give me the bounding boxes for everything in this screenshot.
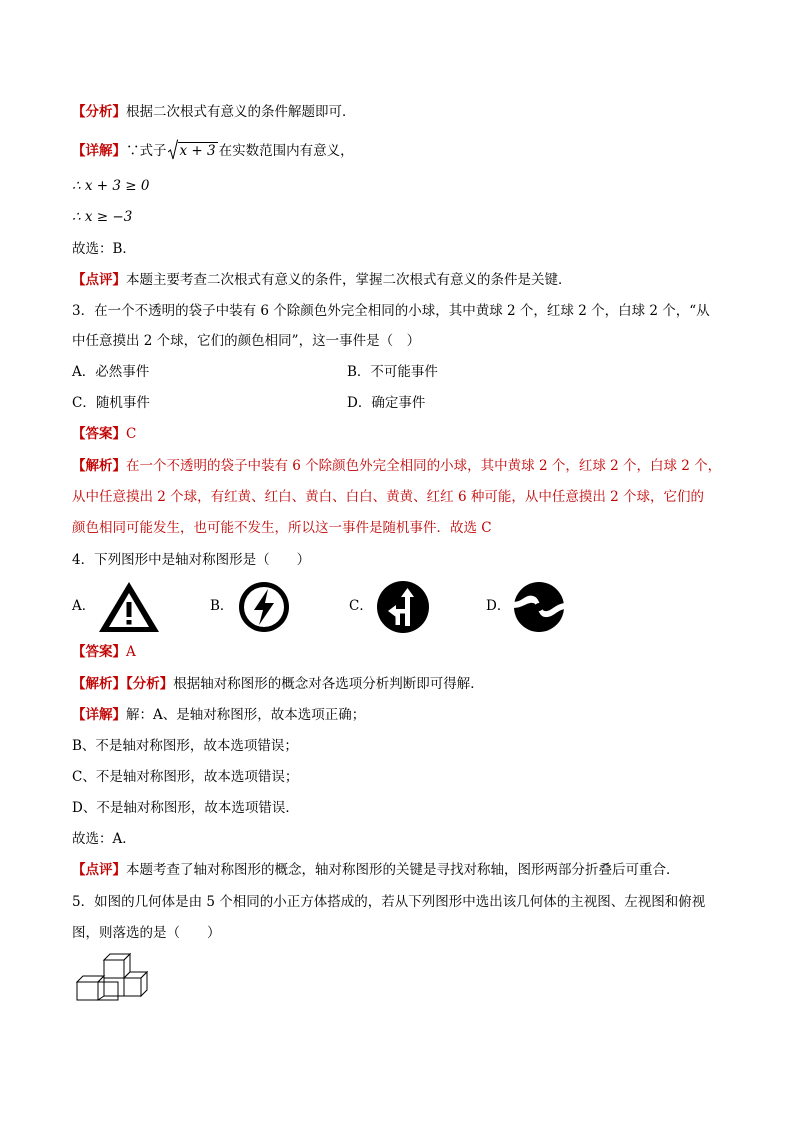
choice-line: 故选：B． (72, 241, 136, 257)
detail-pre: ∵式子 (126, 143, 167, 159)
turn-arrow-circle-icon (376, 580, 430, 634)
warning-triangle-icon (97, 580, 161, 634)
q4-detail-line (72, 705, 365, 725)
q3-stem-line-1: 3．在一个不透明的袋子中装有 6 个除颜色外完全相同的小球，其中黄球 2 个，红球 2 个，白球 2 个，“从 (72, 303, 710, 319)
q4-comment-line (72, 860, 680, 880)
q4-stem: 4．下列图形中是轴对称图形是（ ） (72, 552, 311, 568)
cube-stack-figure (74, 952, 150, 1004)
q4-analysis-text: 根据轴对称图形的概念对各选项分析判断即可得解． (173, 676, 484, 692)
detail-post: 在实数范围内有意义， (218, 143, 354, 159)
detail-line (72, 141, 354, 161)
radicand: x + 3 (179, 143, 216, 159)
q3-option-c: C．随机事件 (72, 395, 150, 411)
q4-label-d: D． (486, 598, 511, 614)
radical-sign (168, 139, 178, 161)
q4-explain-tag: 【解析】 (72, 676, 126, 692)
answer-value: C (126, 426, 137, 442)
q4-detail-tag: 【详解】 (72, 707, 126, 723)
q3-explain-line-3: 颜色相同可能发生，也可能不发生，所以这一事件是随机事件．故选 C (72, 520, 492, 536)
q4-label-a: A． (72, 598, 96, 614)
wave-circle-icon (511, 580, 567, 634)
q4-explain-line (72, 674, 484, 694)
q4-label-c: C． (349, 598, 373, 614)
q3-stem-line-2: 中任意摸出 2 个球，它们的颜色相同”，这一事件是（ ） (72, 333, 421, 349)
step-line-1: ∴ x + 3 ≥ 0 (72, 178, 150, 194)
q3-explain-line-1 (72, 456, 721, 476)
q4-analysis-tag: 【分析】 (126, 676, 174, 692)
q4-label-b: B． (210, 598, 234, 614)
q3-option-b: B．不可能事件 (347, 364, 438, 380)
comment-line (72, 270, 572, 290)
comment-tag: 【点评】 (72, 272, 126, 288)
q3-answer-line (72, 424, 136, 444)
sqrt-expression (168, 141, 218, 161)
q4-choice-line: 故选：A． (72, 831, 136, 847)
explain-text-1: 在一个不透明的袋子中装有 6 个除颜色外完全相同的小球，其中黄球 2 个，红球 2 个，白球 2 个， (126, 458, 722, 474)
analysis-line (72, 102, 356, 122)
detail-tag: 【详解】 (72, 143, 126, 159)
analysis-text: 根据二次根式有意义的条件解题即可． (126, 104, 356, 120)
q3-option-a: A．必然事件 (72, 364, 150, 380)
q4-comment-tag: 【点评】 (72, 862, 126, 878)
lightning-circle-icon (237, 580, 291, 634)
q3-option-d: D．确定事件 (347, 395, 426, 411)
q3-explain-line-2: 从中任意摸出 2 个球，有红黄、红白、黄白、白白、黄黄、红红 6 种可能，从中任意摸出 2 个球，它们的 (72, 489, 705, 505)
comment-text: 本题主要考查二次根式有意义的条件，掌握二次根式有意义的条件是关键． (126, 272, 572, 288)
answer-tag: 【答案】 (72, 426, 126, 442)
q4-detail-text: 解：A、是轴对称图形，故本选项正确； (126, 707, 366, 723)
q4-comment-text: 本题考查了轴对称图形的概念，轴对称图形的关键是寻找对称轴，图形两部分折叠后可重合． (126, 862, 680, 878)
explain-tag: 【解析】 (72, 458, 126, 474)
q4-answer-line (72, 642, 136, 662)
q4-answer-tag: 【答案】 (72, 644, 126, 660)
q4-line-d: D、不是轴对称图形，故本选项错误． (72, 800, 299, 816)
q4-line-c: C、不是轴对称图形，故本选项错误； (72, 769, 299, 785)
analysis-tag: 【分析】 (72, 104, 126, 120)
q5-stem-line-2: 图，则落选的是（ ） (72, 925, 221, 941)
q5-stem-line-1: 5．如图的几何体是由 5 个相同的小正方体搭成的，若从下列图形中选出该几何体的主视图、左视图和俯视 (72, 894, 706, 910)
q4-line-b: B、不是轴对称图形，故本选项错误； (72, 738, 298, 754)
step-line-2: ∴ x ≥ −3 (72, 209, 133, 225)
q4-answer-value: A (126, 644, 136, 660)
